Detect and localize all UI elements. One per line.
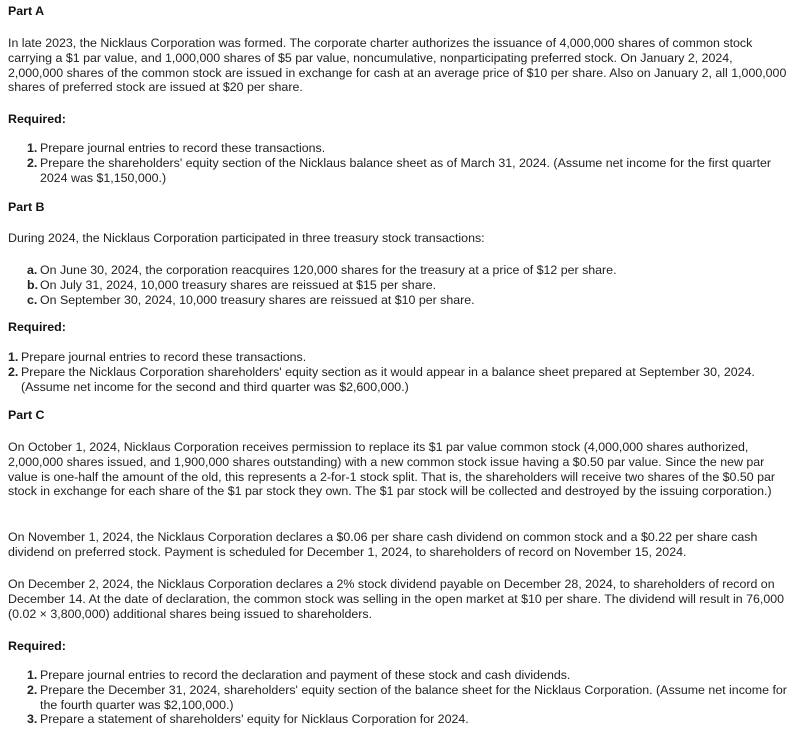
list-item-text: Prepare the shareholders' equity section of the Nicklaus balance sheet as of March 31, 2024. (Assume net income for the first quarter 2024 was $1,150,000.) <box>40 155 772 185</box>
list-marker: 2. <box>8 364 19 379</box>
part-a-paragraph: In late 2023, the Nicklaus Corporation was formed. The corporate charter authorizes the issuance of 4,000,000 shares of common stock carrying a $1 par value, and 1,000,000 shares of $5 par value, noncumulative, nonparticipating preferred stock. On January 2, 2024, 2,000,000 shares of the common stock are issued in exchange for cash at an average price of $10 per share. Also on January 2, all 1,000,000 shares of preferred stock are issued at $20 per share. <box>8 36 787 95</box>
list-item-text: On September 30, 2024, 10,000 treasury shares are reissued at $10 per share. <box>40 292 475 307</box>
part-c-required-list <box>27 668 790 727</box>
list-marker: 1. <box>8 350 19 364</box>
list-marker: a. <box>27 263 38 277</box>
list-item <box>8 365 790 395</box>
list-marker: 1. <box>27 141 38 155</box>
list-item <box>27 712 790 727</box>
part-c-paragraph-2: On November 1, 2024, the Nicklaus Corporation declares a $0.06 per share cash dividend on common stock and a $0.22 per share cash dividend on preferred stock. Payment is scheduled for December 1, 2024, to shareholders of record on November 15, 2024. <box>8 530 758 559</box>
list-item-text: Prepare journal entries to record the declaration and payment of these stock and cash dividends. <box>40 668 571 682</box>
part-b-title: Part B <box>8 200 45 214</box>
part-c-paragraph-3: On December 2, 2024, the Nicklaus Corporation declares a 2% stock dividend payable on December 28, 2024, to shareholders of record on December 14. At the date of declaration, the common stock was selling in the open market at $10 per share. The dividend will result in 76,000 (0.02 × 3,800,000) additional shares being issued to shareholders. <box>8 577 784 621</box>
list-item-text: On July 31, 2024, 10,000 treasury shares are reissued at $15 per share. <box>40 277 437 292</box>
list-item <box>27 668 790 683</box>
list-item-text: Prepare the December 31, 2024, shareholders' equity section of the balance sheet for the Nicklaus Corporation. (Assume net income for the fourth quarter was $2,100,000.) <box>40 682 787 712</box>
list-item <box>27 156 790 186</box>
list-marker: 1. <box>27 668 38 682</box>
part-b-transaction-list <box>27 263 790 307</box>
list-item-text: Prepare a statement of shareholders' equity for Nicklaus Corporation for 2024. <box>40 712 469 727</box>
part-c-required-label: Required: <box>8 639 66 653</box>
list-item-text: Prepare journal entries to record these transactions. <box>40 141 326 155</box>
part-a-title: Part A <box>8 4 45 18</box>
list-item <box>27 683 790 713</box>
list-item <box>27 278 790 293</box>
part-c-title: Part C <box>8 408 45 422</box>
list-item <box>27 293 790 308</box>
list-marker: 3. <box>27 712 38 727</box>
list-item-text: On June 30, 2024, the corporation reacquires 120,000 shares for the treasury at a price of $12 per share. <box>40 263 617 277</box>
list-marker: 2. <box>27 682 38 697</box>
list-item-text: Prepare journal entries to record these transactions. <box>21 350 307 364</box>
part-b-required-list <box>8 350 790 394</box>
part-b-intro: During 2024, the Nicklaus Corporation participated in three treasury stock transactions: <box>8 231 485 245</box>
list-marker: c. <box>27 292 38 307</box>
list-marker: b. <box>27 277 39 292</box>
part-b-required-label: Required: <box>8 320 66 334</box>
part-c-paragraph-1: On October 1, 2024, Nicklaus Corporation receives permission to replace its $1 par value common stock (4,000,000 shares authorized, 2,000,000 shares issued, and 1,900,000 shares outstanding) with a new common stock issue having a $0.50 par value. Since the new par value is one-half the amount of the old, this represents a 2-for-1 stock split. That is, the shareholders will receive two shares of the $0.50 par stock in exchange for each share of the $1 par stock they own. The $1 par stock will be collected and destroyed by the issuing corporation.) <box>8 440 776 499</box>
part-a-required-label: Required: <box>8 112 66 126</box>
list-marker: 2. <box>27 155 38 170</box>
list-item <box>27 263 790 278</box>
list-item <box>27 141 790 156</box>
list-item <box>8 350 790 365</box>
part-a-required-list <box>27 141 790 185</box>
list-item-text: Prepare the Nicklaus Corporation shareholders' equity section as it would appear in a balance sheet prepared at September 30, 2024. (Assume net income for the second and third quarter was $2,600,000.) <box>21 364 755 394</box>
